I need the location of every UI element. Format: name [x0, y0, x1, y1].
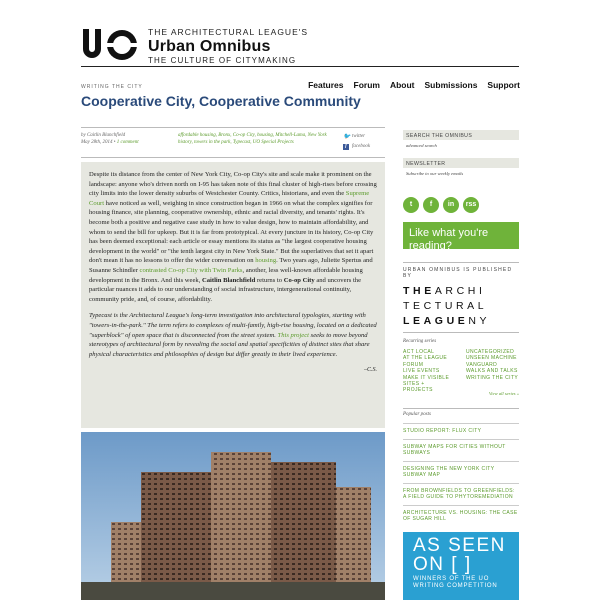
twitter-share[interactable]	[343, 132, 370, 142]
twitter-icon[interactable]: t	[403, 197, 419, 213]
as-seen-caption: WINNERS OF THE UO WRITING COMPETITION	[413, 576, 498, 589]
support-banner[interactable]	[403, 222, 519, 261]
popular-item[interactable]: STUDIO REPORT: FLUX CITY	[403, 423, 519, 439]
nav-submissions[interactable]: Submissions	[424, 80, 478, 90]
popular-list	[403, 423, 519, 527]
newsletter-input[interactable]	[403, 158, 519, 168]
popular-item[interactable]: DESIGNING THE NEW YORK CITY SUBWAY MAP	[403, 461, 519, 483]
link-twin-parks[interactable]: contrasted Co-op City with Twin Parks	[139, 266, 243, 274]
series-item[interactable]: ACT LOCAL	[403, 349, 435, 355]
recurring-title: Recurring series	[403, 339, 437, 344]
advanced-search-link[interactable]: advanced search	[406, 143, 437, 148]
meta-divider-top	[81, 127, 385, 128]
article-title: Cooperative City, Cooperative Community	[81, 93, 361, 109]
support-cta: HELP SUPPORT URBAN OMNIBUS	[409, 255, 504, 261]
publisher-block	[403, 262, 519, 329]
link-supreme-court[interactable]: Supreme Court	[89, 190, 370, 207]
brand-name: Urban Omnibus	[148, 38, 271, 55]
series-item[interactable]: SITES + PROJECTS	[403, 381, 433, 394]
urban-omnibus-logo[interactable]	[81, 27, 143, 63]
co-op-city-photo	[81, 432, 385, 600]
twitter-label: twitter	[352, 134, 366, 139]
series-item[interactable]: WRITING THE CITY	[466, 374, 519, 381]
popular-item[interactable]: SUBWAY MAPS FOR CITIES WITHOUT SUBWAYS	[403, 439, 519, 461]
intro-text: Despite its distance from the center of New York City, Co-op City's site and scale make it prominent on the landscape: anyone who's driven north on I-95 has taken note of this final cluster of high-rises before crossing city limits into the lower density suburbs of Westchester County. Critics, historians, and even the	[89, 171, 377, 198]
intro-text: , another, less well-known affordable housing development in the Bronx. And this week,	[89, 266, 363, 284]
meta-divider-bottom	[81, 157, 385, 158]
intro-text: . Two years ago, Juliette Spertus and Susanne Schindler	[89, 257, 373, 274]
linkedin-icon[interactable]: in	[443, 197, 459, 213]
article-kicker[interactable]: WRITING THE CITY	[81, 84, 143, 90]
typecast-paragraph	[89, 311, 377, 359]
nav-features[interactable]: Features	[308, 80, 344, 90]
brand-text[interactable]	[148, 27, 308, 66]
intro-text: have noticed as well, weighing in since construction began in 1966 on what the complex signifies for housing finance, site planning, cooperative ownership, ethnic and racial diversity, and tenants' rights. It's become both a positive and negative case study in how to value design, how to maintain affordability, and whom to send the bill for upkeep. But it is far from prototypical. At every juncture in its history, Co-op City has been deemed exceptional: each article or essay mentions its status as "the largest cooperative housing development in the world" or "the tenth largest city in New York State." But the superlatives that set it apart don't mean it has no lessons to offer the wider conversation on	[89, 199, 374, 265]
league-word: THE	[403, 285, 435, 297]
editor-signature: –C.S.	[363, 367, 377, 374]
brand-league-line: THE ARCHITECTURAL LEAGUE'S	[148, 27, 309, 37]
search-input[interactable]	[403, 130, 519, 140]
league-word: TECTURAL	[403, 300, 488, 312]
byline	[81, 132, 139, 146]
author-name: Caitlin Blanchfield	[202, 276, 256, 284]
intro-paragraph	[89, 170, 377, 304]
newsletter-label: NEWSLETTER	[406, 160, 446, 167]
typecast-text: seeks to move beyond stereotypes of architectural form by revealing the social and spatial specificities of distinct sites that share physical characteristics and philosophies of design but differ greatly in their lived experience.	[89, 331, 370, 358]
series-item[interactable]: MAKE IT VISIBLE	[403, 374, 450, 381]
newsletter-widget	[403, 158, 519, 176]
share-icons	[403, 197, 519, 213]
link-housing[interactable]: housing	[255, 257, 277, 265]
series-list	[403, 349, 519, 394]
social-share	[343, 132, 370, 152]
rss-icon[interactable]: rss	[463, 197, 479, 213]
view-all-series-link[interactable]: View all series »	[488, 390, 519, 396]
subscribe-note: Subscribe to our weekly emails	[406, 171, 464, 176]
facebook-icon: f	[343, 144, 349, 150]
publish-date: May 28th, 2014	[81, 140, 113, 145]
author: by Caitlin Blanchfield	[81, 133, 126, 138]
series-item[interactable]: FORUM	[403, 361, 424, 368]
support-headline: Like what you're reading?	[409, 227, 489, 252]
popular-title: Popular posts	[403, 412, 431, 417]
comments-link[interactable]: 1 comment	[116, 140, 139, 145]
series-divider	[403, 332, 519, 333]
intro-text: returns to	[255, 276, 284, 284]
league-word: LEAGUE	[403, 315, 469, 327]
subject-name: Co-op City	[283, 276, 315, 284]
facebook-icon[interactable]: f	[423, 197, 439, 213]
sidebar	[403, 130, 519, 148]
bullet-separator: •	[113, 140, 116, 145]
nav-support[interactable]: Support	[487, 80, 520, 90]
header-divider	[81, 66, 519, 67]
popular-item[interactable]: ARCHITECTURE VS. HOUSING: THE CASE OF SUGAR HILL	[403, 505, 519, 527]
link-this-project[interactable]: This project	[277, 331, 309, 339]
series-item[interactable]: WALKS AND TALKS	[466, 368, 518, 375]
facebook-label: facebook	[352, 144, 371, 149]
intro-text: and uncovers the particular nuances it adds to our understanding of social infrastructure, intergenerational continuity, community pride, and, of course, affordability.	[89, 276, 361, 303]
brand-tagline: THE CULTURE OF CITYMAKING	[148, 56, 297, 65]
search-label: SEARCH THE OMNIBUS	[406, 132, 473, 139]
twitter-icon: 🐦	[343, 134, 351, 140]
typecast-text: Typecast is the Architectural League's long-term investigation into architectural typologies, starting with "towers-in-the-park." The term refers to complexes of multi-family, high-rise housing, located on a dedicated "superblock" of open space that is disconnected from the street system.	[89, 312, 377, 339]
series-item[interactable]: UNSEEN MACHINE	[466, 355, 517, 362]
publisher-divider	[403, 262, 519, 263]
popular-divider	[403, 408, 519, 409]
as-seen-line1: AS SEEN	[413, 535, 506, 556]
as-seen-on-banner[interactable]	[403, 532, 519, 600]
publisher-label: URBAN OMNIBUS IS PUBLISHED BY	[403, 267, 513, 279]
article-tags[interactable]: affordable housing, Bronx, Co-op City, housing, Mitchell-Lama, New York history, towers in the park, Typecast, UO Special Projects	[178, 133, 327, 145]
article-intro	[81, 162, 385, 428]
league-word: ARCHI	[434, 285, 486, 297]
nav-about[interactable]: About	[389, 80, 415, 90]
main-nav	[308, 80, 520, 90]
league-word: NY	[468, 315, 491, 327]
series-item[interactable]: VANGUARD	[466, 361, 498, 368]
series-item[interactable]: UNCATEGORIZED	[466, 349, 515, 355]
facebook-share[interactable]	[343, 142, 370, 152]
series-item[interactable]: LIVE EVENTS	[403, 368, 440, 375]
as-seen-line2: ON [ ]	[413, 554, 472, 575]
nav-forum[interactable]: Forum	[353, 80, 380, 90]
recurring-series	[403, 332, 519, 396]
popular-item[interactable]: FROM BROWNFIELDS TO GREENFIELDS: A FIELD GUIDE TO PHYTOREMEDIATION	[403, 483, 519, 505]
popular-posts	[403, 408, 519, 527]
architectural-league-logo[interactable]	[403, 284, 519, 329]
series-item[interactable]: AT THE LEAGUE	[403, 355, 448, 362]
